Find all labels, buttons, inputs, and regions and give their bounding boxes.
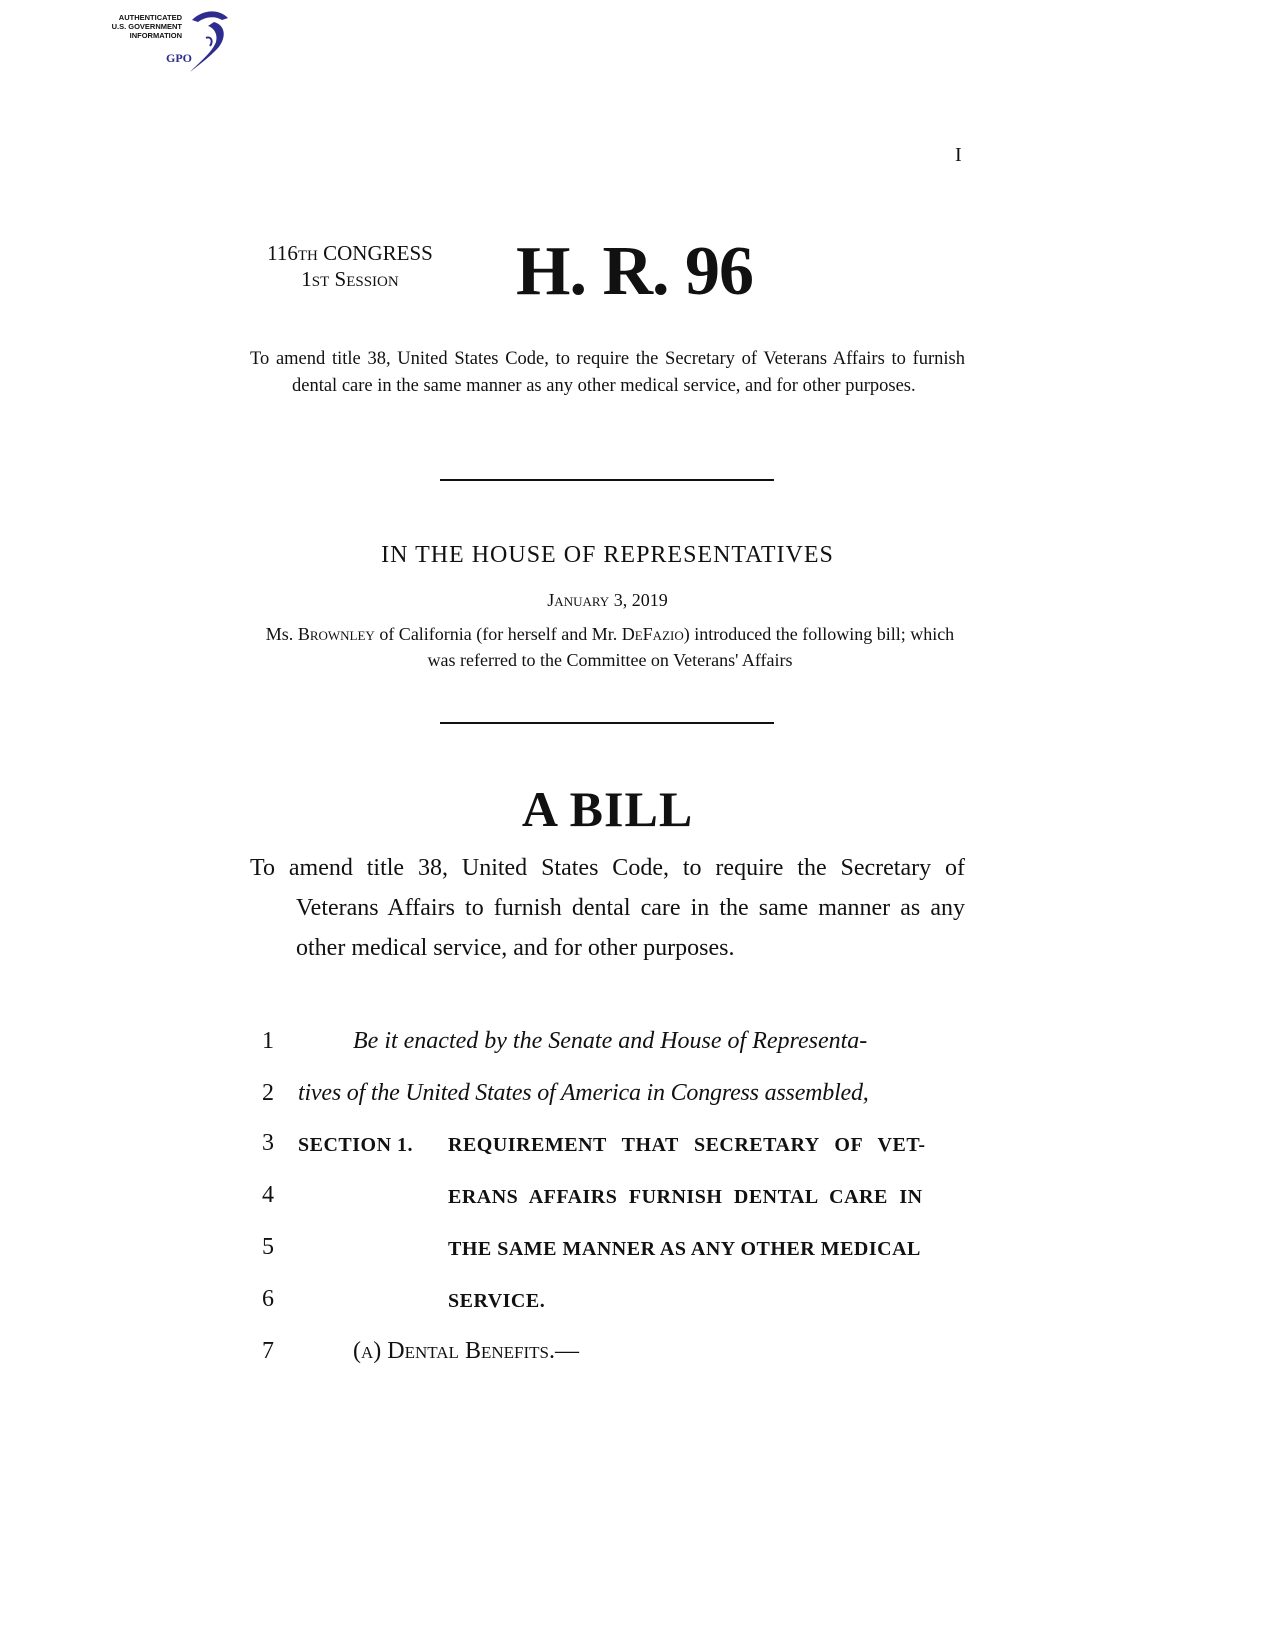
bill-number: H. R. 96: [516, 233, 753, 310]
long-title: To amend title 38, United States Code, to require the Secretary of Veterans Affairs to furnish dental care in the same manner as any other medical service, and for other purposes.: [250, 855, 965, 961]
intro-prefix: Ms.: [265, 624, 298, 644]
subsection-heading: (a) Dental Benefits.—: [353, 1338, 579, 1364]
introduction-date: January 3, 2019: [547, 590, 668, 610]
line-number: 7: [262, 1338, 274, 1364]
logo-line-2: U.S. GOVERNMENT: [111, 22, 182, 31]
intro-middle: of California (for herself and Mr.: [374, 624, 622, 644]
page-mark: I: [955, 144, 962, 166]
session-label: 1st Session: [301, 267, 399, 291]
cosponsor-name: DeFazio: [621, 624, 684, 644]
intro-suffix: ) introduced the following bill; which was referred to the Committee on Veterans' Affairs: [427, 624, 955, 670]
bill-heading: A BILL: [521, 781, 694, 837]
bill-summary: To amend title 38, United States Code, to require the Secretary of Veterans Affairs to furnish dental care in the same manner as any other medical service, and for other purposes.: [250, 349, 965, 396]
line-text: Be it enacted by the Senate and House of Representa-: [353, 1028, 868, 1054]
eagle-icon: [184, 8, 234, 74]
section-label: SECTION 1.: [298, 1134, 414, 1156]
gpo-authenticated-logo: [100, 6, 240, 76]
divider-top: [440, 479, 774, 481]
line-text: THE SAME MANNER AS ANY OTHER MEDICAL: [448, 1238, 921, 1260]
line-number: 6: [262, 1286, 274, 1312]
logo-line-3: INFORMATION: [129, 31, 182, 40]
sponsor-name: Brownley: [297, 624, 375, 644]
congress-session: [250, 240, 450, 292]
logo-agency: GPO: [166, 51, 192, 65]
line-number: 5: [262, 1234, 274, 1260]
chamber-heading: IN THE HOUSE OF REPRESENTATIVES: [381, 542, 834, 568]
line-number: 3: [262, 1130, 274, 1156]
congress-label: 116th CONGRESS: [267, 241, 433, 265]
line-number: 2: [262, 1080, 274, 1106]
line-number: 4: [262, 1182, 274, 1208]
line-number: 1: [262, 1028, 274, 1054]
line-text: ERANS AFFAIRS FURNISH DENTAL CARE IN: [448, 1186, 923, 1208]
line-text: SERVICE.: [448, 1290, 546, 1312]
logo-line-1: AUTHENTICATED: [118, 13, 182, 22]
line-text: tives of the United States of America in Congress assembled,: [298, 1080, 869, 1106]
divider-bottom: [440, 722, 774, 724]
line-text: REQUIREMENT THAT SECRETARY OF VET-: [448, 1134, 926, 1156]
introduction-statement: [255, 621, 965, 673]
